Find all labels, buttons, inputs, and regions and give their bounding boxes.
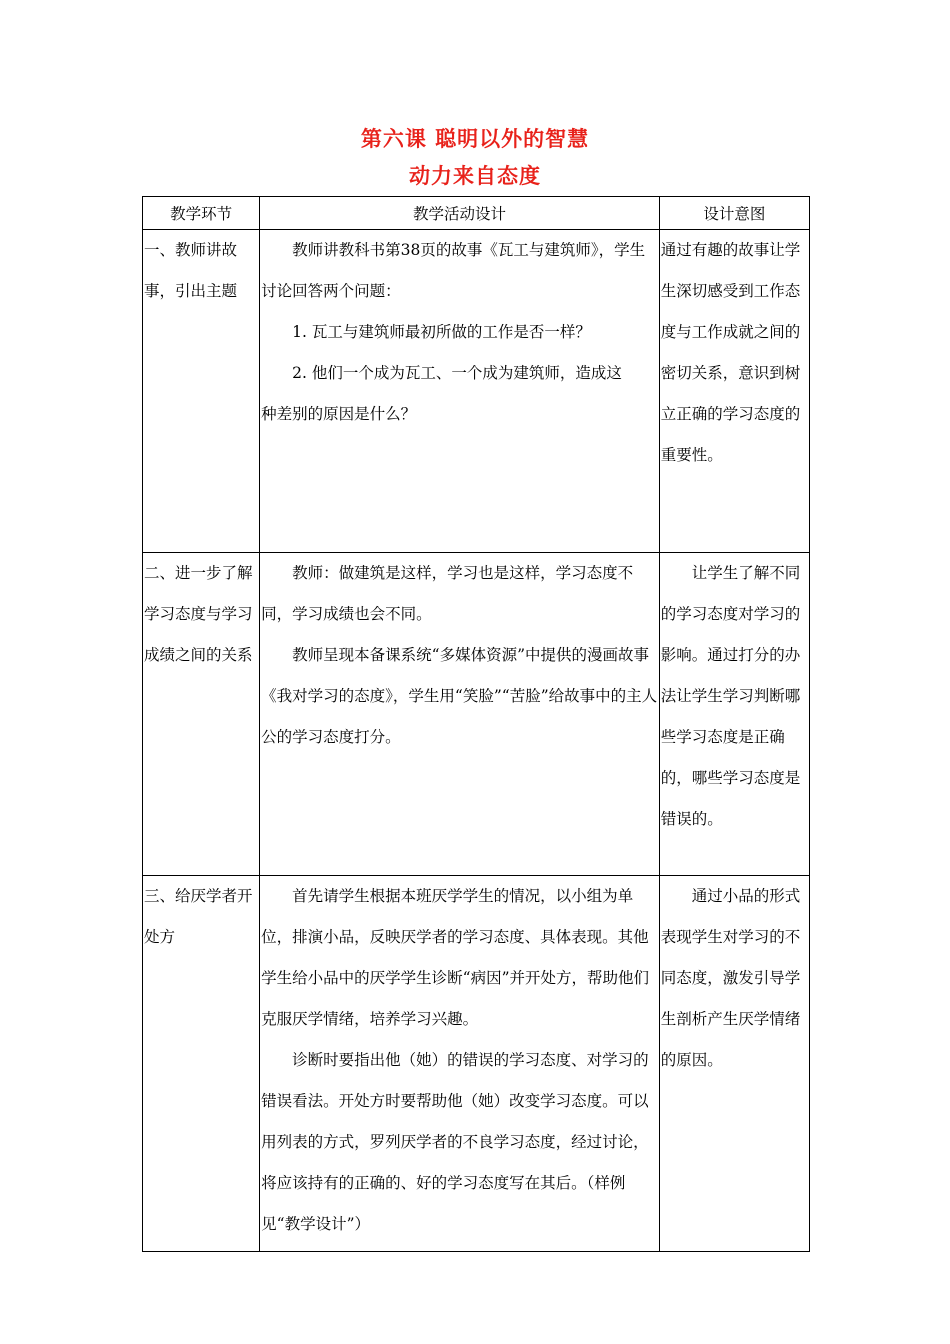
activity-paragraph: 首先请学生根据本班厌学学生的情况，以小组为单位，排演小品，反映厌学者的学习态度、具体表现。其他学生给小品中的厌学学生诊断“病因”并开处方，帮助他们克服厌学情绪，培养学习兴趣。 [261,887,650,1028]
header-intent: 设计意图 [659,197,809,230]
intent-cell [659,553,809,876]
stage-text: 二、进一步了解学习态度与学习成绩之间的关系 [144,564,253,664]
intent-text: 通过小品的形式表现学生对学习的不同态度，激发引导学生剖析产生厌学情绪的原因。 [660,887,801,1069]
table-row [143,553,810,876]
stage-cell [143,553,260,876]
lesson-plan-table [142,196,810,1252]
activity-text [260,876,659,1251]
table-row [143,230,810,553]
stage-cell [143,230,260,553]
intent-text: 通过有趣的故事让学生深切感受到工作态度与工作成就之间的密切关系，意识到树立正确的学习态度的重要性。 [660,241,801,464]
lesson-title: 第六课 聪明以外的智慧 [360,127,590,151]
activity-question-2-continued: 种差别的原因是什么？ [261,405,417,423]
header-activity: 教学活动设计 [260,197,660,230]
activity-text [260,230,659,441]
table-header-row [143,197,810,230]
stage-text: 一、教师讲故事，引出主题 [144,241,238,300]
intent-text: 让学生了解不同的学习态度对学习的影响。通过打分的办法让学生学习判断哪些学习态度是正确的，哪些学习态度是错误的。 [660,564,801,828]
activity-text [260,553,659,764]
table-row [143,876,810,1252]
activity-paragraph: 教师讲教科书第38页的故事《瓦工与建筑师》，学生讨论回答两个问题： [261,241,646,300]
intent-cell [659,876,809,1252]
activity-question-2: 2. 他们一个成为瓦工、一个成为建筑师，造成这 [292,364,622,382]
lesson-subtitle: 动力来自态度 [409,164,541,188]
activity-paragraph: 诊断时要指出他（她）的错误的学习态度、对学习的错误看法。开处方时要帮助他（她）改变学习态度。可以用列表的方式，罗列厌学者的不良学习态度，经过讨论，将应该持有的正确的、好的学习态度写在其后。（样例见“教学设计”） [261,1051,649,1233]
stage-text: 三、给厌学者开处方 [144,887,253,946]
intent-cell [659,230,809,553]
activity-question-1: 1. 瓦工与建筑师最初所做的工作是否一样？ [292,323,591,341]
activity-cell [260,553,660,876]
activity-cell [260,876,660,1252]
header-stage: 教学环节 [143,197,260,230]
activity-paragraph: 教师呈现本备课系统“多媒体资源”中提供的漫画故事《我对学习的态度》，学生用“笑脸”“苦脸”给故事中的主人公的学习态度打分。 [261,646,658,746]
stage-cell [143,876,260,1252]
activity-cell [260,230,660,553]
activity-paragraph: 教师：做建筑是这样，学习也是这样，学习态度不同，学习成绩也会不同。 [261,564,634,623]
